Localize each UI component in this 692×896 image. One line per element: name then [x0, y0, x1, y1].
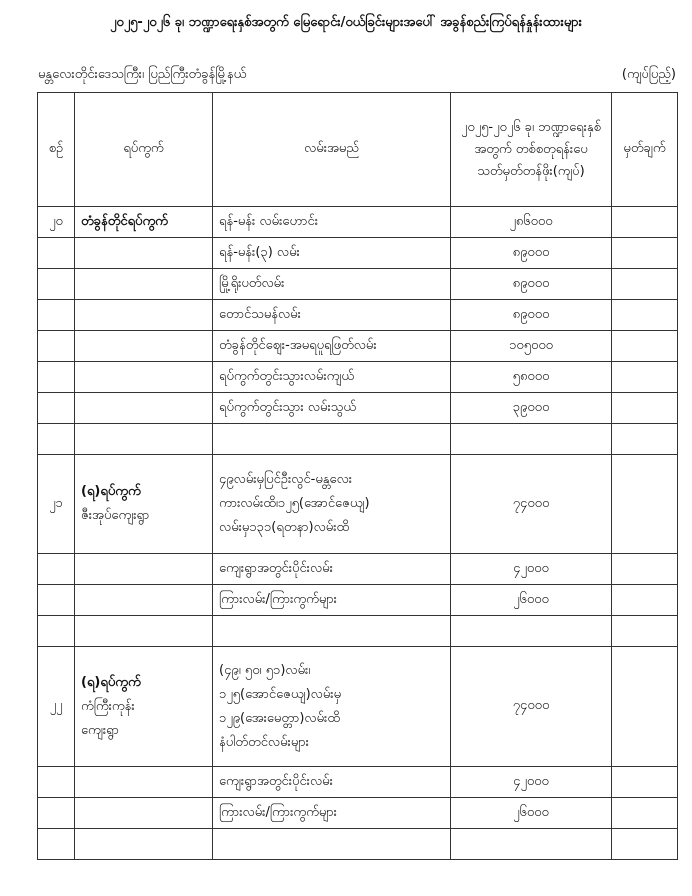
row-no: ၂၀: [38, 207, 75, 238]
road-name: [213, 647, 451, 767]
rate-value: ၇၄၀၀၀: [451, 647, 612, 767]
ward-tag: (ရ)ရပ်ကွက်: [81, 484, 141, 499]
road-name: ကျေးရွာအတွင်းပိုင်းလမ်း: [213, 554, 451, 585]
table-row: [38, 238, 678, 269]
table-row: [38, 585, 678, 616]
ward-line: ကံကြီးကုန်း: [81, 698, 135, 714]
header-rate: ၂၀၂၅-၂၀၂၆ ခု၊ ဘဏ္ဍာရေးနှစ်အတွက် တစ်စတုရန်းပေ သတ်မှတ်တန်ဖိုး(ကျပ်): [451, 93, 612, 207]
road-line: ၁၂၉(အေးမေတ္တာ)လမ်းထိ: [219, 710, 340, 726]
road-line: လမ်းမှ၁၃၁(ရတနာ)လမ်းထိ: [219, 520, 350, 535]
rate-value: ၂၆၀၀၀: [451, 798, 612, 829]
ward-name: [75, 647, 213, 767]
header-ward: ရပ်ကွက်: [75, 93, 213, 207]
table-row: [38, 767, 678, 798]
road-name: တောင်သမန်လမ်း: [213, 300, 451, 331]
road-name: ရန်-မန်း လမ်းဟောင်း: [213, 207, 451, 238]
row-no: ၂၂: [38, 647, 75, 767]
road-name: မြို့ရိုးပတ်လမ်း: [213, 269, 451, 300]
ward-line: ဇီးအုပ်ကျေးရွာ: [81, 508, 150, 523]
road-name: ရပ်ကွက်တွင်းသွား လမ်းသွယ်: [213, 393, 451, 424]
rate-table: [37, 92, 678, 860]
remark-cell: [612, 207, 678, 238]
currency-unit: (ကျပ်ပြည့်): [621, 67, 676, 82]
rate-value: ၈၉၀၀၀: [451, 238, 612, 269]
ward-line: ကျေးရွာ: [81, 722, 119, 738]
table-row: [38, 393, 678, 424]
table-row: [38, 269, 678, 300]
rate-value: ၁၀၅၀၀၀: [451, 331, 612, 362]
rate-value: ၃၉၀၀၀: [451, 393, 612, 424]
road-name: တံခွန်တိုင်ဈေး-အမရပူရဖြတ်လမ်း: [213, 331, 451, 362]
table-row: [38, 798, 678, 829]
region-label: မန္တလေးတိုင်းဒေသကြီး၊ ပြည်ကြီးတံခွန်မြို့နယ်: [38, 67, 247, 82]
spacer-row: [38, 616, 678, 647]
ward-name: တံခွန်တိုင်ရပ်ကွက်: [75, 207, 213, 238]
rate-value: ၅၈၀၀၀: [451, 362, 612, 393]
road-name: ကျေးရွာအတွင်းပိုင်းလမ်း: [213, 767, 451, 798]
table-row: [38, 455, 678, 554]
road-name: ရန်-မန်း(၃) လမ်း: [213, 238, 451, 269]
row-no: ၂၁: [38, 455, 75, 554]
rate-value: ၈၉၀၀၀: [451, 269, 612, 300]
table-row: [38, 331, 678, 362]
table-row: [38, 207, 678, 238]
road-line: ၄၉လမ်းမှပြင်ဦးလွင်-မန္တလေး: [219, 472, 353, 487]
header-remark: မှတ်ချက်: [612, 93, 678, 207]
road-line: နံပါတ်တင်လမ်းများ: [219, 734, 309, 750]
table-row: [38, 300, 678, 331]
table-row: [38, 554, 678, 585]
road-line: (၄၉၊ ၅၀၊ ၅၁)လမ်း၊: [219, 662, 311, 678]
rate-value: ၇၄၀၀၀: [451, 455, 612, 554]
rate-value: ၄၂၀၀၀: [451, 767, 612, 798]
rate-value: ၂၈၆၀၀၀: [451, 207, 612, 238]
header-no: စဉ်: [38, 93, 75, 207]
header-road: လမ်းအမည်: [213, 93, 451, 207]
rate-value: ၂၆၀၀၀: [451, 585, 612, 616]
road-line: ကားလမ်းထိ၊၁၂၅(အောင်ဇေယျ): [219, 496, 370, 511]
table-row: [38, 362, 678, 393]
rate-value: ၄၂၀၀၀: [451, 554, 612, 585]
ward-name: [75, 455, 213, 554]
spacer-row: [38, 829, 678, 860]
document-title: ၂၀၂၅-၂၀၂၆ ခု၊ ဘဏ္ဍာရေးနှစ်အတွက် မြေရောင်း/ဝယ်ခြင်းများအပေါ် အခွန်စည်းကြပ်ရန်နှုန်းထားများ: [110, 15, 582, 30]
road-name: ကြားလမ်း/ကြားကွက်များ: [213, 585, 451, 616]
table-row: [38, 647, 678, 767]
road-name: ကြားလမ်း/ကြားကွက်များ: [213, 798, 451, 829]
rate-value: ၈၉၀၀၀: [451, 300, 612, 331]
road-name: ရပ်ကွက်တွင်းသွားလမ်းကျယ်: [213, 362, 451, 393]
road-line: ၁၂၅(အောင်ဇေယျ)လမ်းမှ: [219, 686, 342, 702]
road-name: [213, 455, 451, 554]
spacer-row: [38, 424, 678, 455]
table-header-row: [38, 93, 678, 207]
ward-tag: (ရ)ရပ်ကွက်: [81, 674, 141, 690]
